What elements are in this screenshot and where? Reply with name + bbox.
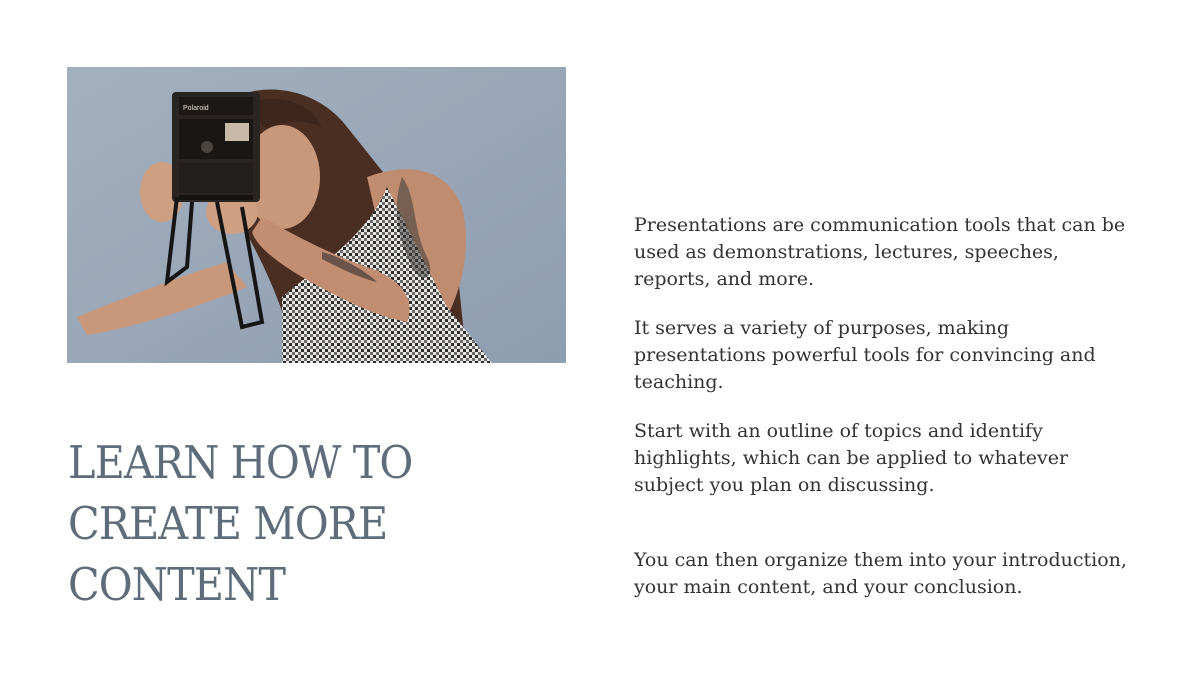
woman-with-camera-photo (67, 67, 566, 363)
slide-title: LEARN HOW TO CREATE MORE CONTENT (68, 436, 413, 611)
photo-illustration (67, 67, 566, 363)
paragraph-4: You can then organize them into your introduction, your main content, and your conclusion. (634, 549, 1127, 598)
paragraph-1: Presentations are communication tools that can be used as demonstrations, lectures, speeches, reports, and more. (634, 214, 1126, 290)
polaroid-camera (172, 92, 260, 202)
camera-brand-text: Polaroid (183, 105, 209, 112)
paragraph-3: Start with an outline of topics and identify highlights, which can be applied to whatever subject you plan on discussing. (634, 420, 1069, 496)
paragraph-2: It serves a variety of purposes, making presentations powerful tools for convincing and teaching. (634, 317, 1096, 393)
